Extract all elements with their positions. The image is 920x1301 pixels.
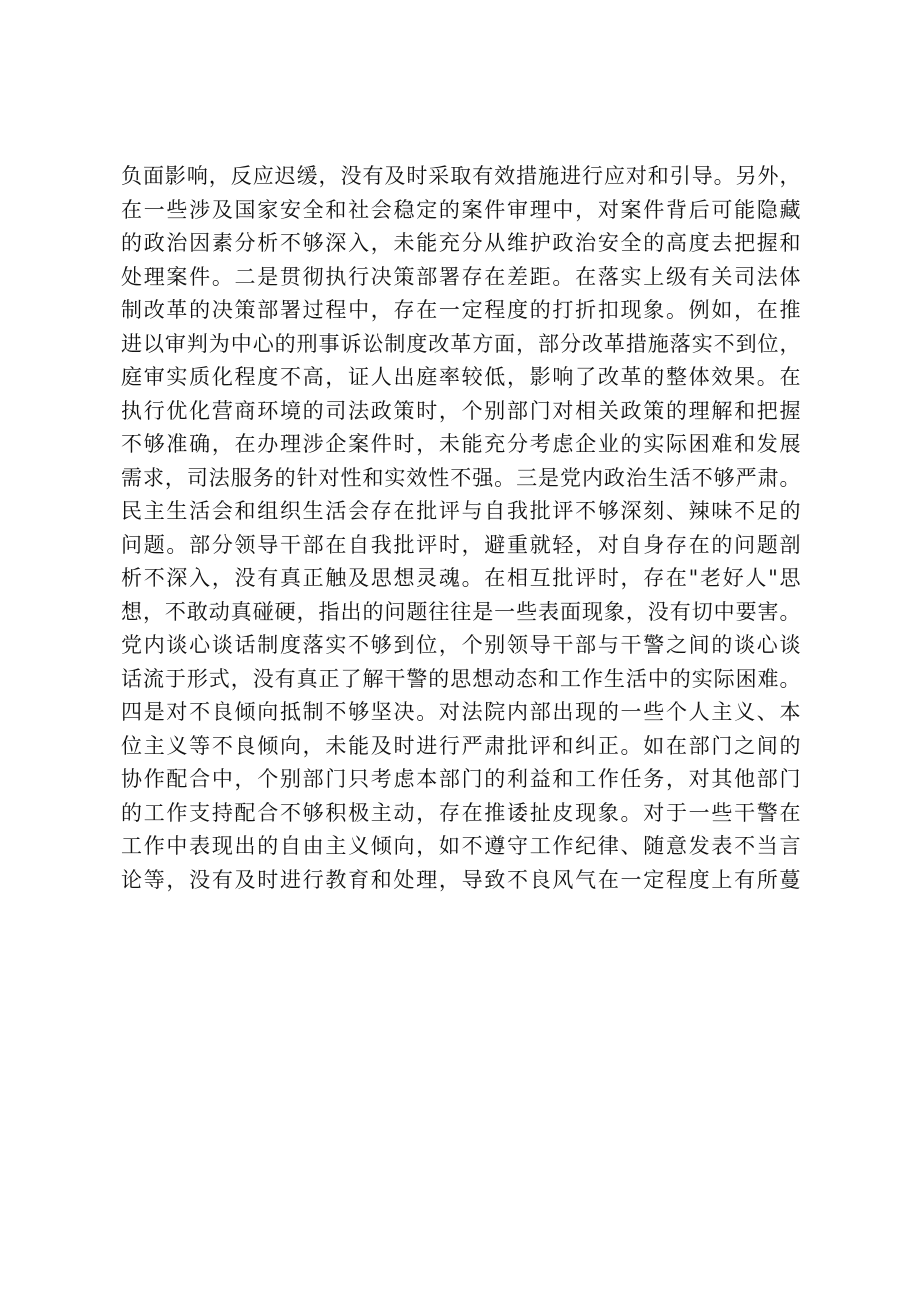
text-line: 制改革的决策部署过程中，存在一定程度的打折扣现象。例如，在推 [121,298,801,322]
text-line: 的政治因素分析不够深入，未能充分从维护政治安全的高度去把握和 [121,231,801,255]
text-line: 在一些涉及国家安全和社会稳定的案件审理中，对案件背后可能隐藏 [121,197,801,222]
text-line: 问题。部分领导干部在自我批评时，避重就轻，对自身存在的问题剖 [121,532,801,557]
text-line: 不够准确，在办理涉企案件时，未能充分考虑企业的实际困难和发展 [121,432,801,456]
body-text [121,160,801,897]
text-line: 需求，司法服务的针对性和实效性不强。三是党内政治生活不够严肃。 [121,465,801,490]
text-line: 析不深入，没有真正触及思想灵魂。在相互批评时，存在"老好人"思 [121,566,801,590]
text-line: 协作配合中，个别部门只考虑本部门的利益和工作任务，对其他部门 [121,767,801,791]
text-line: 进以审判为中心的刑事诉讼制度改革方面，部分改革措施落实不到位， [121,331,801,356]
text-line: 负面影响，反应迟缓，没有及时采取有效措施进行应对和引导。另外， [121,164,801,188]
text-line: 庭审实质化程度不高，证人出庭率较低，影响了改革的整体效果。在 [121,365,801,389]
text-line: 民主生活会和组织生活会存在批评与自我批评不够深刻、辣味不足的 [121,499,801,523]
text-line: 的工作支持配合不够积极主动，存在推诿扯皮现象。对于一些干警在 [121,800,801,825]
text-line: 论等，没有及时进行教育和处理，导致不良风气在一定程度上有所蔓 [121,867,801,892]
text-line: 四是对不良倾向抵制不够坚决。对法院内部出现的一些个人主义、本 [121,700,801,724]
text-line: 党内谈心谈话制度落实不够到位，个别领导干部与干警之间的谈心谈 [121,633,801,657]
text-line: 执行优化营商环境的司法政策时，个别部门对相关政策的理解和把握 [121,398,801,423]
text-line: 位主义等不良倾向，未能及时进行严肃批评和纠正。如在部门之间的 [121,733,801,758]
text-line: 处理案件。二是贯彻执行决策部署存在差距。在落实上级有关司法体 [121,264,801,289]
text-line: 工作中表现出的自由主义倾向，如不遵守工作纪律、随意发表不当言 [121,834,801,858]
text-line: 想，不敢动真碰硬，指出的问题往往是一些表面现象，没有切中要害。 [121,599,801,624]
text-line: 话流于形式，没有真正了解干警的思想动态和工作生活中的实际困难。 [121,666,801,691]
